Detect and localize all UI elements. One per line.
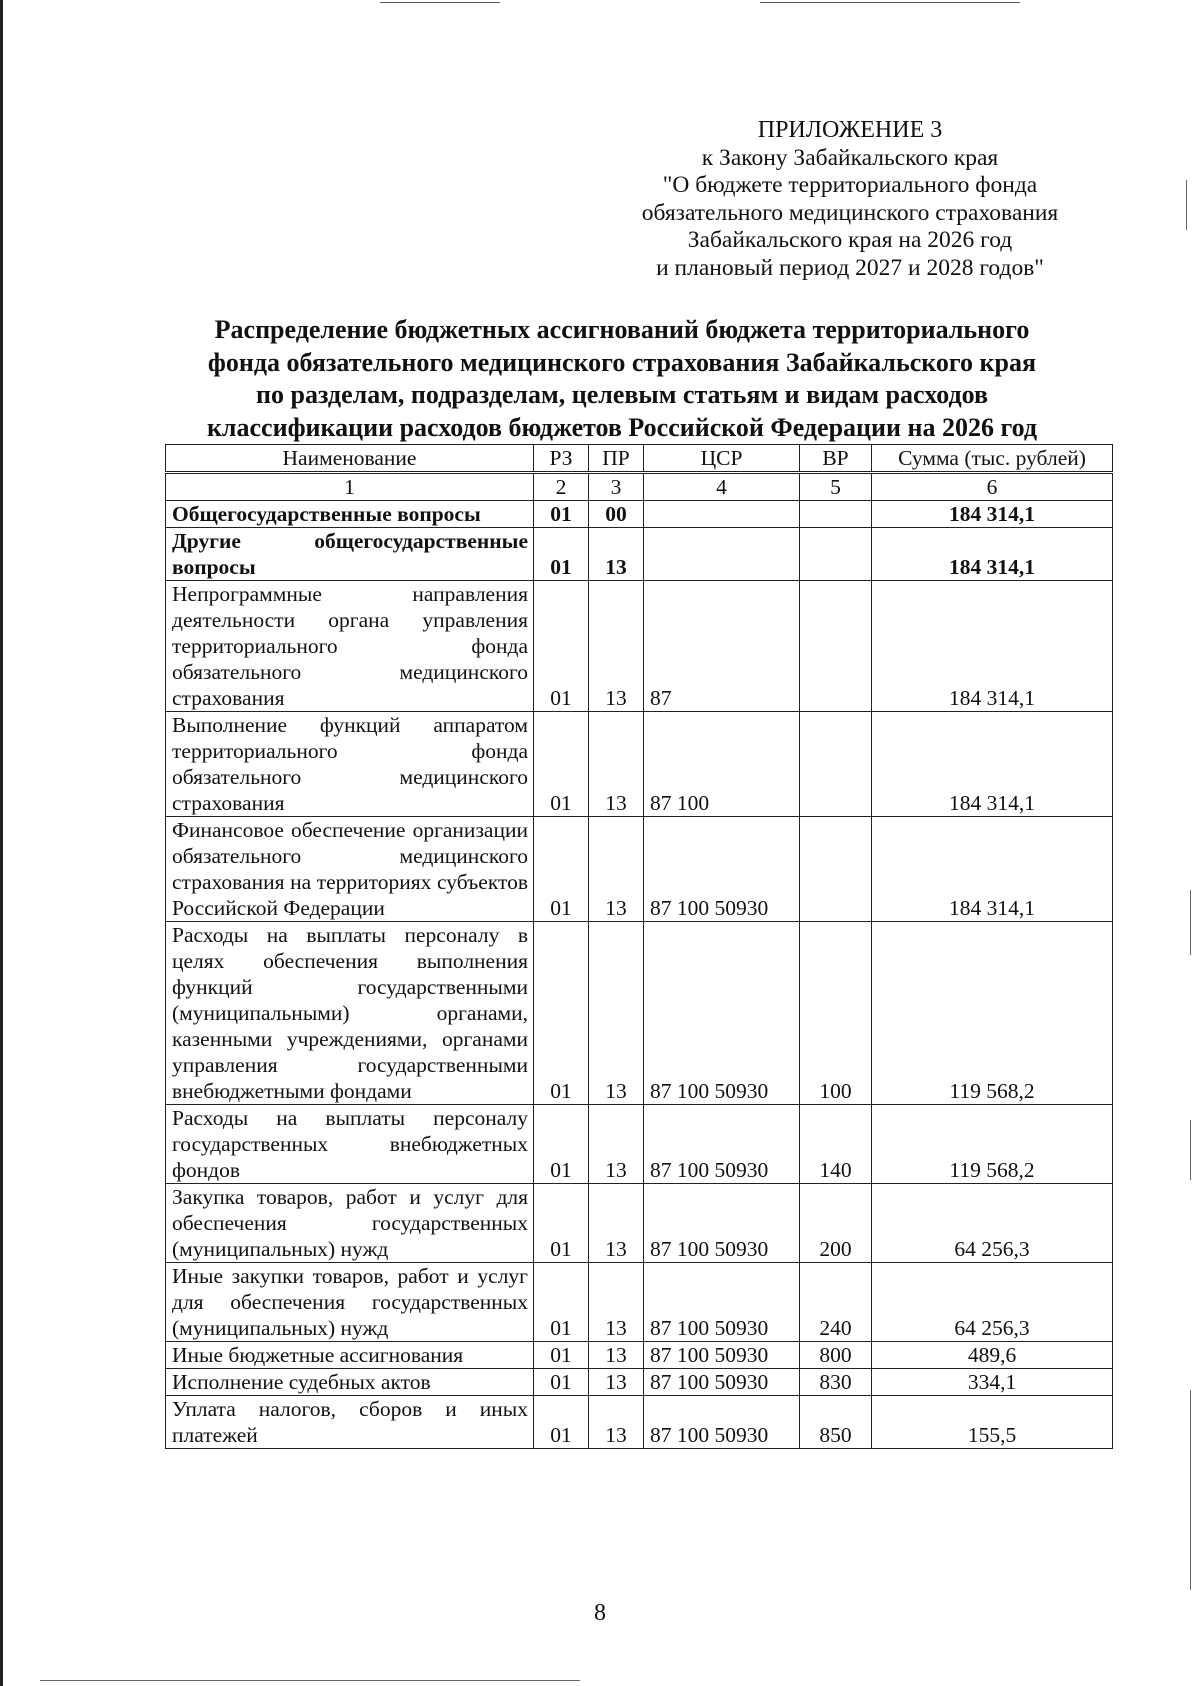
column-number: 5	[800, 473, 872, 501]
header-name: Наименование	[166, 445, 534, 473]
column-number-row	[166, 473, 1113, 501]
row-csr: 87 100 50930	[644, 1369, 800, 1396]
scan-mark	[1190, 1390, 1191, 1590]
table-header-row	[166, 445, 1113, 473]
title-line: классификации расходов бюджетов Российской Федерации на 2026 год	[206, 412, 1038, 442]
row-amount: 184 314,1	[872, 501, 1113, 528]
row-rz: 01	[534, 528, 589, 581]
scan-mark	[1190, 890, 1191, 955]
row-rz: 01	[534, 1369, 589, 1396]
row-pr: 13	[589, 581, 644, 712]
row-pr: 13	[589, 1263, 644, 1342]
row-vr: 830	[800, 1369, 872, 1396]
table-row	[166, 817, 1113, 922]
row-name: Иные бюджетные ассигнования	[166, 1342, 534, 1369]
row-pr: 13	[589, 1184, 644, 1263]
row-name: Расходы на выплаты персоналу в целях обеспечения выполнения функций государственными (муниципальными) органами, казенными учреждениями, органами управления государственными внебюджетными фондами	[166, 922, 534, 1105]
row-pr: 13	[589, 1396, 644, 1449]
row-rz: 01	[534, 581, 589, 712]
title-line: фонда обязательного медицинского страхования Забайкальского края	[207, 347, 1037, 377]
row-vr	[800, 817, 872, 922]
row-csr: 87 100 50930	[644, 1263, 800, 1342]
title-line: Распределение бюджетных ассигнований бюджета территориального	[214, 315, 1030, 344]
table-row	[166, 1369, 1113, 1396]
scan-mark	[1186, 180, 1187, 230]
row-name: Закупка товаров, работ и услуг для обеспечения государственных (муниципальных) нужд	[166, 1184, 534, 1263]
budget-table	[165, 444, 1113, 1449]
row-pr: 13	[589, 922, 644, 1105]
row-amount: 334,1	[872, 1369, 1113, 1396]
appendix-line: к Закону Забайкальского края	[701, 144, 999, 171]
table-row	[166, 1342, 1113, 1369]
scan-edge-left	[0, 0, 3, 1686]
row-amount: 155,5	[872, 1396, 1113, 1449]
row-name: Исполнение судебных актов	[166, 1369, 534, 1396]
row-pr: 13	[589, 712, 644, 817]
row-amount: 119 568,2	[872, 1105, 1113, 1184]
row-rz: 01	[534, 1342, 589, 1369]
document-title	[150, 314, 1094, 444]
row-vr: 200	[800, 1184, 872, 1263]
row-csr	[644, 501, 800, 528]
row-amount: 184 314,1	[872, 528, 1113, 581]
table-row	[166, 712, 1113, 817]
column-number: 2	[534, 473, 589, 501]
row-rz: 01	[534, 501, 589, 528]
row-amount: 489,6	[872, 1342, 1113, 1369]
row-csr	[644, 528, 800, 581]
row-amount: 184 314,1	[872, 712, 1113, 817]
row-amount: 184 314,1	[872, 817, 1113, 922]
table-row	[166, 501, 1113, 528]
row-rz: 01	[534, 817, 589, 922]
row-name: Финансовое обеспечение организации обязательного медицинского страхования на территориях субъектов Российской Федерации	[166, 817, 534, 922]
row-rz: 01	[534, 922, 589, 1105]
row-vr	[800, 528, 872, 581]
row-csr: 87 100	[644, 712, 800, 817]
row-csr: 87	[644, 581, 800, 712]
scan-edge-top	[760, 2, 1020, 3]
row-vr: 140	[800, 1105, 872, 1184]
row-amount: 64 256,3	[872, 1263, 1113, 1342]
row-pr: 00	[589, 501, 644, 528]
column-number: 3	[589, 473, 644, 501]
row-csr: 87 100 50930	[644, 1105, 800, 1184]
table-row	[166, 1184, 1113, 1263]
appendix-line: Забайкальского края на 2026 год	[687, 227, 1013, 253]
row-amount: 119 568,2	[872, 922, 1113, 1105]
header-amount: Сумма (тыс. рублей)	[872, 445, 1113, 473]
row-csr: 87 100 50930	[644, 1396, 800, 1449]
row-rz: 01	[534, 1396, 589, 1449]
table-row	[166, 581, 1113, 712]
row-csr: 87 100 50930	[644, 1342, 800, 1369]
row-vr: 850	[800, 1396, 872, 1449]
scan-mark	[1190, 1120, 1191, 1180]
row-vr: 240	[800, 1263, 872, 1342]
row-csr: 87 100 50930	[644, 1184, 800, 1263]
row-csr: 87 100 50930	[644, 922, 800, 1105]
row-rz: 01	[534, 1263, 589, 1342]
table-row	[166, 1396, 1113, 1449]
row-pr: 13	[589, 528, 644, 581]
appendix-line: ПРИЛОЖЕНИЕ 3	[757, 117, 943, 143]
table-row	[166, 528, 1113, 581]
row-vr: 800	[800, 1342, 872, 1369]
row-name: Другие общегосударственные вопросы	[166, 528, 534, 581]
row-vr: 100	[800, 922, 872, 1105]
scan-edge-top	[380, 2, 500, 3]
table-row	[166, 922, 1113, 1105]
row-pr: 13	[589, 1105, 644, 1184]
row-name: Непрограммные направления деятельности органа управления территориального фонда обязательного медицинского страхования	[166, 581, 534, 712]
row-name: Общегосударственные вопросы	[166, 501, 534, 528]
column-number: 4	[644, 473, 800, 501]
row-rz: 01	[534, 712, 589, 817]
row-vr	[800, 581, 872, 712]
title-line: по разделам, подразделам, целевым статьям и видам расходов	[256, 380, 988, 409]
appendix-line: "О бюджете территориального фонда	[662, 172, 1038, 198]
row-rz: 01	[534, 1105, 589, 1184]
appendix-line: и плановый период 2027 и 2028 годов"	[656, 254, 1044, 281]
row-vr	[800, 501, 872, 528]
table-row	[166, 1263, 1113, 1342]
row-csr: 87 100 50930	[644, 817, 800, 922]
header-rz: РЗ	[534, 445, 589, 473]
row-name: Уплата налогов, сборов и иных платежей	[166, 1396, 534, 1449]
row-pr: 13	[589, 1342, 644, 1369]
row-rz: 01	[534, 1184, 589, 1263]
row-pr: 13	[589, 1369, 644, 1396]
row-name: Расходы на выплаты персоналу государственных внебюджетных фондов	[166, 1105, 534, 1184]
header-vr: ВР	[800, 445, 872, 473]
row-vr	[800, 712, 872, 817]
appendix-header	[600, 117, 1100, 282]
column-number: 1	[166, 473, 534, 501]
page-number: 8	[594, 1600, 606, 1626]
appendix-line: обязательного медицинского страхования	[641, 199, 1059, 226]
column-number: 6	[872, 473, 1113, 501]
row-amount: 64 256,3	[872, 1184, 1113, 1263]
table-row	[166, 1105, 1113, 1184]
header-pr: ПР	[589, 445, 644, 473]
row-pr: 13	[589, 817, 644, 922]
row-name: Иные закупки товаров, работ и услуг для обеспечения государственных (муниципальных) нужд	[166, 1263, 534, 1342]
header-csr: ЦСР	[644, 445, 800, 473]
row-name: Выполнение функций аппаратом территориального фонда обязательного медицинского страхования	[166, 712, 534, 817]
row-amount: 184 314,1	[872, 581, 1113, 712]
scan-edge-bottom	[40, 1680, 580, 1681]
